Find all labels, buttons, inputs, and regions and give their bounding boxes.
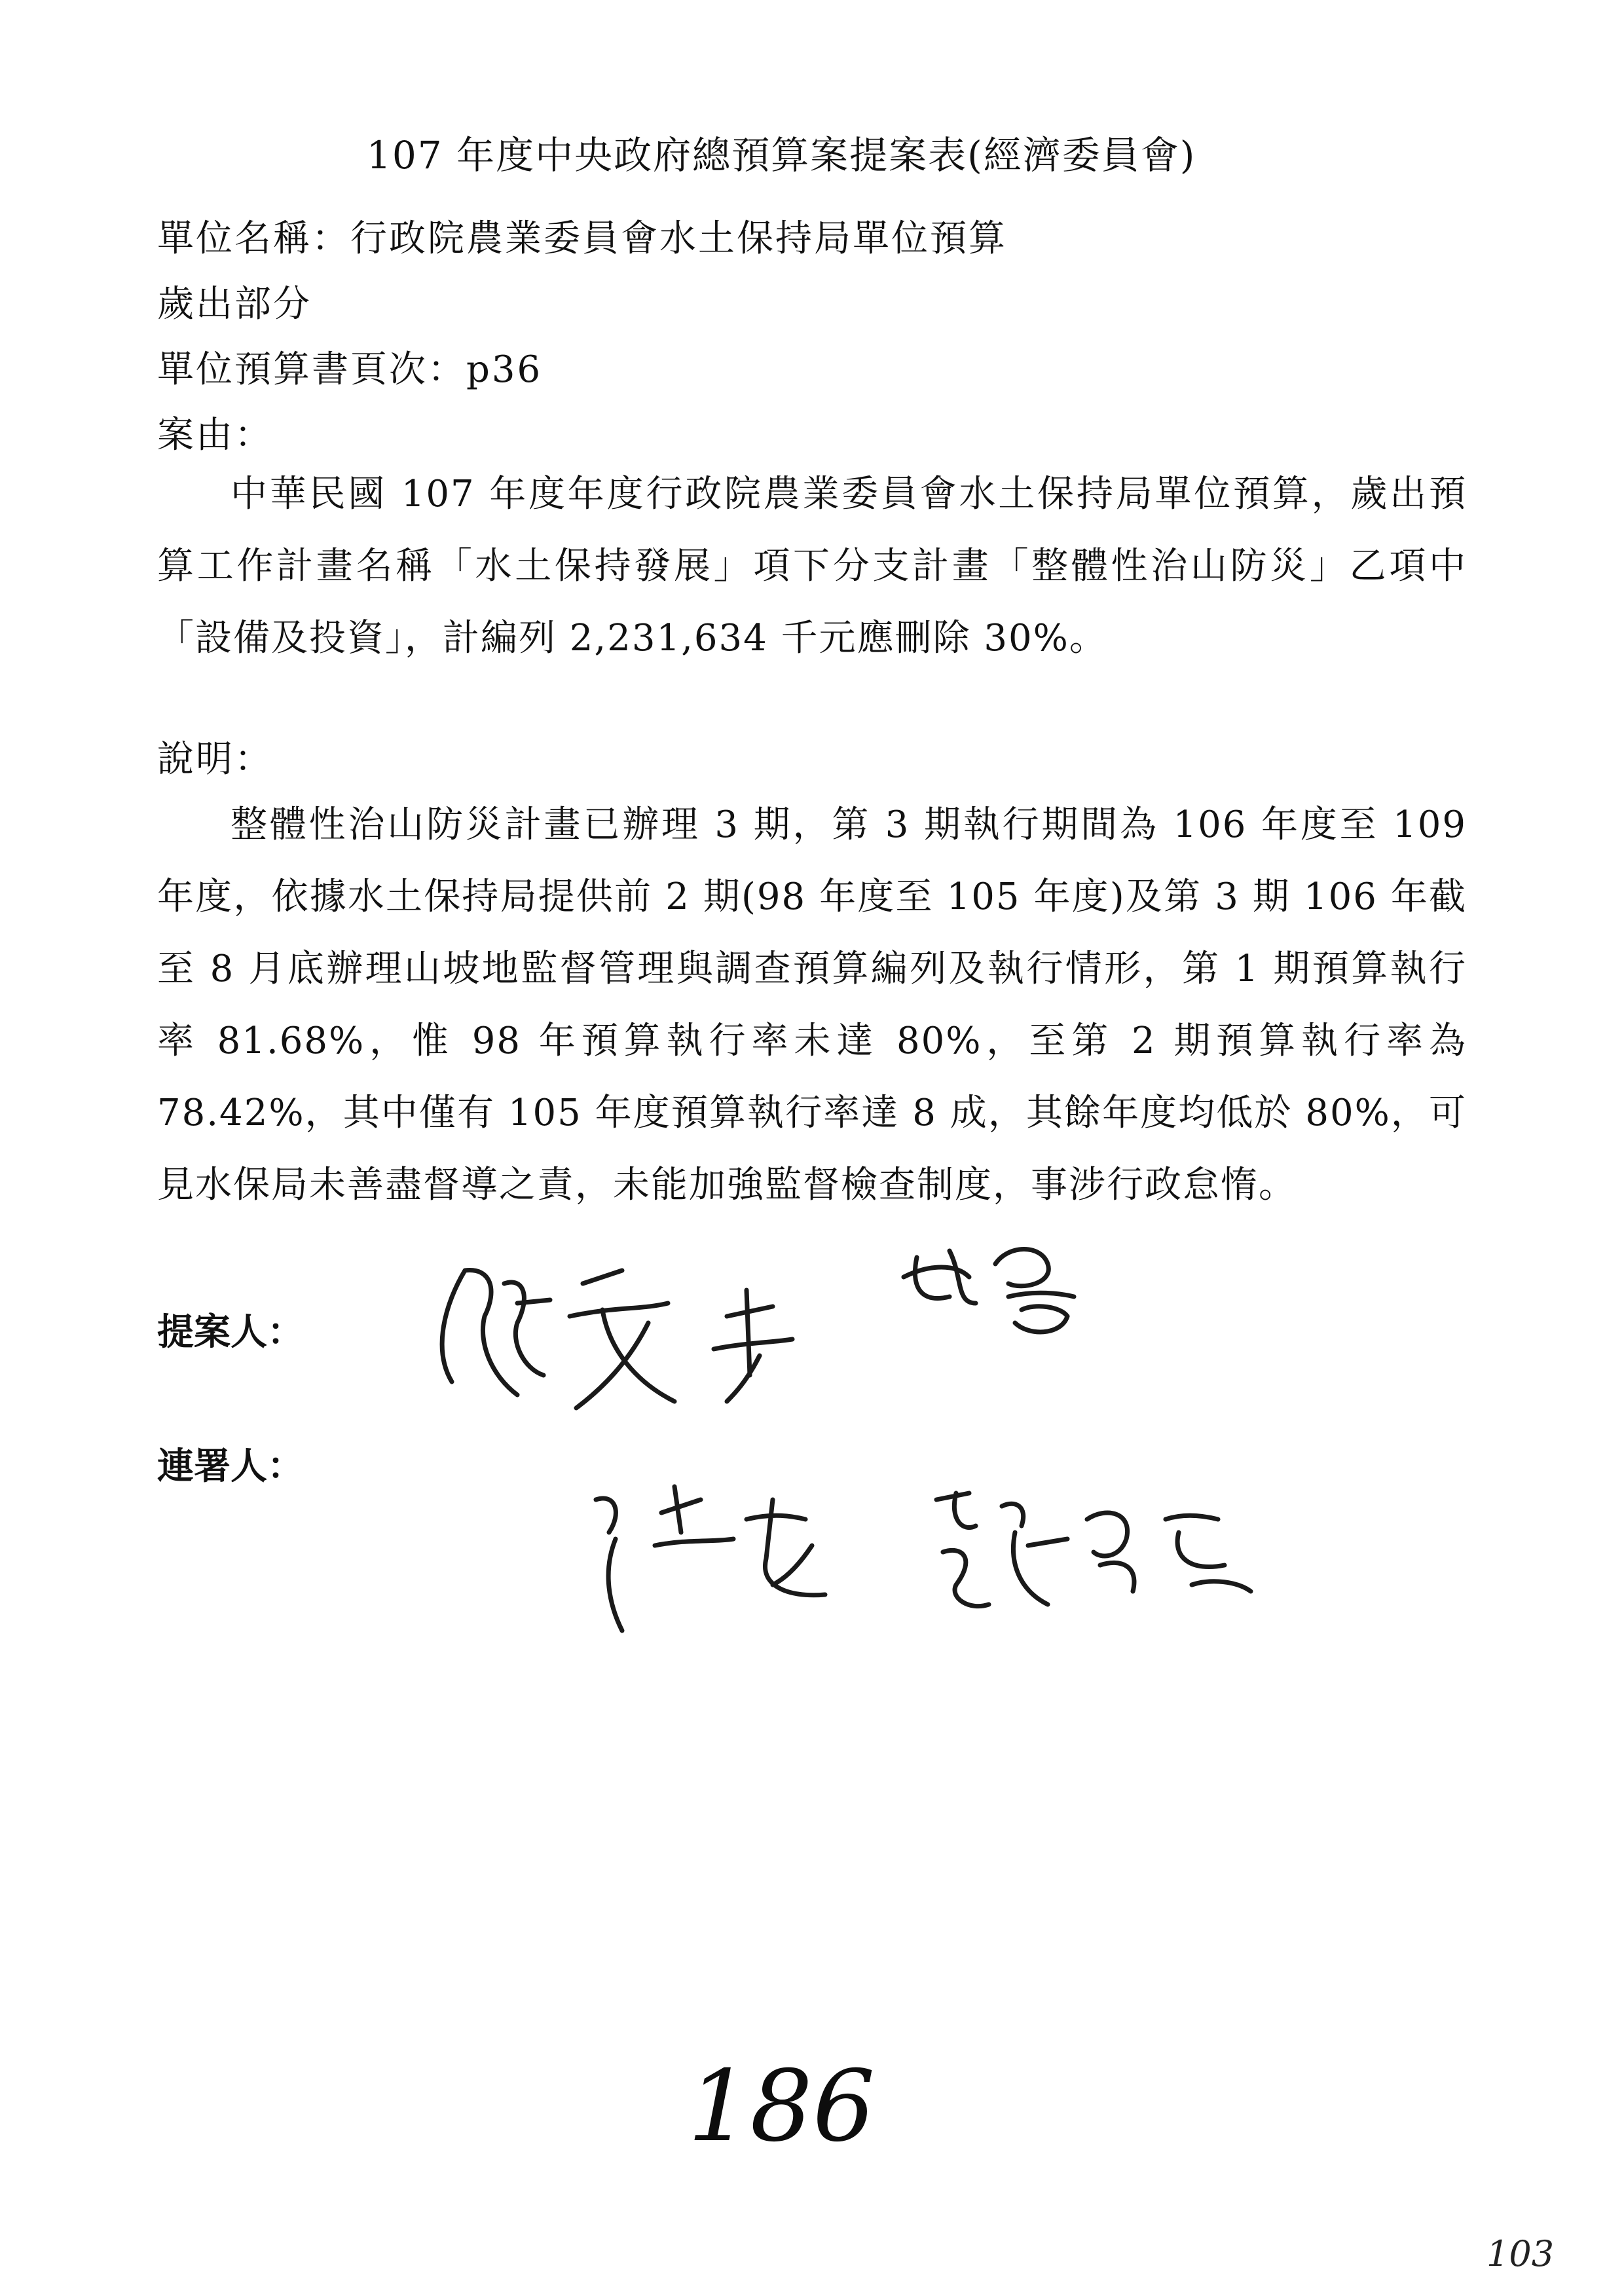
case-label: 案由： <box>157 414 273 456</box>
explanation-text: 整體性治山防災計畫已辦理 3 期，第 3 期執行期間為 106 年度至 109 年度，依據水土保持局提供前 2 期(98 年度至 105 年度)及第 3 期 106 年截至 8 月底辦理山坡地監督管理與調查預算編列及執行情形，第 1 期預算執行率 81.68%，惟 98 年預算執行率未達 80%，至第 2 期預算執行率為 78.42%，其中僅有 105 年度預算執行率達 8 成，其餘年度均低於 80%，可見水保局未善盡督導之責，未能加強監督檢查制度，事涉行政怠惰。 <box>157 804 1467 1206</box>
case-text: 中華民國 107 年度年度行政院農業委員會水土保持局單位預算，歲出預算工作計畫名稱「水土保持發展」項下分支計畫「整體性治山防災」乙項中「設備及投資」，計編列 2,231,634 千元應刪除 30%。 <box>157 473 1467 659</box>
proposer-signature-1 <box>419 1244 825 1441</box>
page-title: 107 年度中央政府總預算案提案表(經濟委員會) <box>367 133 1196 177</box>
proposer-signature-2 <box>891 1225 1113 1356</box>
cosigner-signature-2 <box>917 1467 1283 1637</box>
page-reference: 單位預算書頁次：p36 <box>157 348 543 391</box>
handwritten-page-number: 186 <box>688 2050 876 2164</box>
explanation-label: 說明： <box>157 738 273 781</box>
cosigner-label: 連署人： <box>157 1445 304 1488</box>
handwritten-corner-number: 103 <box>1486 2233 1555 2274</box>
cosigner-signature-1 <box>576 1460 877 1644</box>
unit-name: 單位名稱：行政院農業委員會水土保持局單位預算 <box>157 217 1007 260</box>
proposer-label: 提案人： <box>157 1311 304 1354</box>
section-label: 歲出部分 <box>157 283 312 325</box>
